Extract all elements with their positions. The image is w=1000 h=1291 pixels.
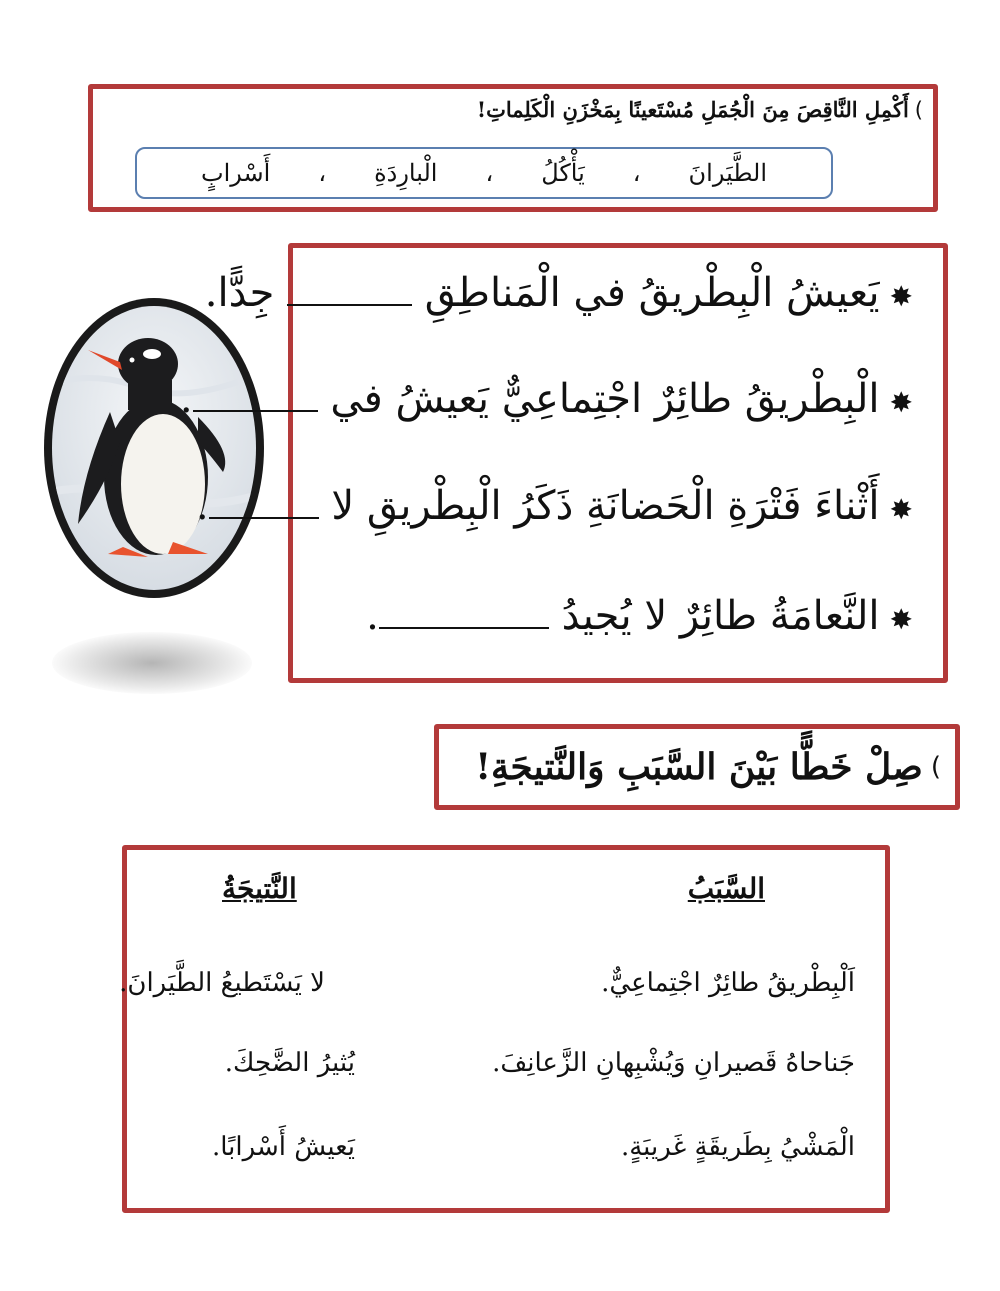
word-bank-item: الطَّيَرانَ (688, 159, 767, 187)
sentence-ending: . (179, 376, 193, 422)
result-item[interactable]: لا يَسْتَطيعُ الطَّيَرانَ. (119, 968, 325, 998)
sentence-ending: جِدًّا. (204, 270, 275, 316)
star-bullet-icon: ✸ (889, 280, 913, 313)
word-bank-item: أَسْرابٍ (201, 159, 271, 187)
answer-blank[interactable] (193, 409, 318, 412)
matching-section (119, 845, 890, 1213)
star-bullet-icon: ✸ (889, 386, 913, 419)
sentence-text: الْبِطْريقُ طائِرٌ اجْتِماعِيٌّ يَعيشُ في (330, 376, 880, 422)
match-instruction (434, 724, 960, 810)
sentence-ending: . (195, 483, 209, 529)
star-bullet-icon: ✸ (889, 603, 913, 636)
sentence-4 (366, 593, 913, 639)
word-separator: ، (632, 159, 641, 187)
image-shadow (52, 632, 252, 694)
result-item[interactable]: يُثيرُ الضَّحِكَ. (224, 1048, 355, 1078)
word-separator: ، (318, 159, 327, 187)
word-bank (135, 147, 833, 199)
star-bullet-icon: ✸ (889, 493, 913, 526)
cause-item[interactable]: اَلْبِطْريقُ طائِرٌ اجْتِماعِيٌّ. (601, 968, 855, 998)
result-header: النَّتيجَةُ (222, 872, 297, 905)
word-bank-section (88, 84, 938, 212)
sentence-ending: . (366, 593, 379, 639)
cause-item[interactable]: الْمَشْيُ بِطَريقَةٍ غَريبَةٍ. (620, 1132, 855, 1162)
sentences-section (179, 243, 948, 683)
penguin-illustration (38, 292, 270, 604)
sentence-3 (196, 483, 913, 529)
word-bank-item: الْبارِدَةِ (374, 159, 438, 187)
instruction-complete-text: أَكْمِلِ النَّاقِصَ مِنَ الْجُمَلِ مُسْتَعينًا بِمَخْزَنِ الْكَلِماتِ! (476, 97, 909, 122)
match-instruction-text: صِلْ خَطًّا بَيْنَ السَّبَبِ وَالنَّتيجَةِ! (475, 746, 923, 788)
cause-item[interactable]: جَناحاهُ قَصيرانِ وَيُشْبِهانِ الزَّعانِفَ. (492, 1048, 855, 1078)
word-bank-item: يَأْكُلُ (541, 159, 585, 187)
penguin-image (38, 292, 270, 604)
cause-header: السَّبَبُ (687, 872, 765, 905)
sentence-text: يَعيشُ الْبِطْريقُ في الْمَناطِقِ (424, 270, 880, 316)
instruction-complete (477, 97, 923, 122)
sentence-1 (205, 270, 913, 316)
answer-blank[interactable] (379, 626, 549, 629)
paren-marker: ) (930, 752, 941, 782)
sentence-text: أَثْناءَ فَتْرَةِ الْحَضانَةِ ذَكَرُ الْبِطْريقِ لا (331, 483, 880, 529)
word-separator: ، (485, 159, 494, 187)
answer-blank[interactable] (287, 303, 412, 306)
answer-blank[interactable] (209, 516, 319, 519)
paren-marker: ) (914, 98, 923, 122)
sentence-2 (180, 376, 913, 422)
sentence-text: النَّعامَةُ طائِرٌ لا يُجيدُ (561, 593, 880, 639)
result-item[interactable]: يَعيشُ أَسْرابًا. (211, 1132, 355, 1162)
